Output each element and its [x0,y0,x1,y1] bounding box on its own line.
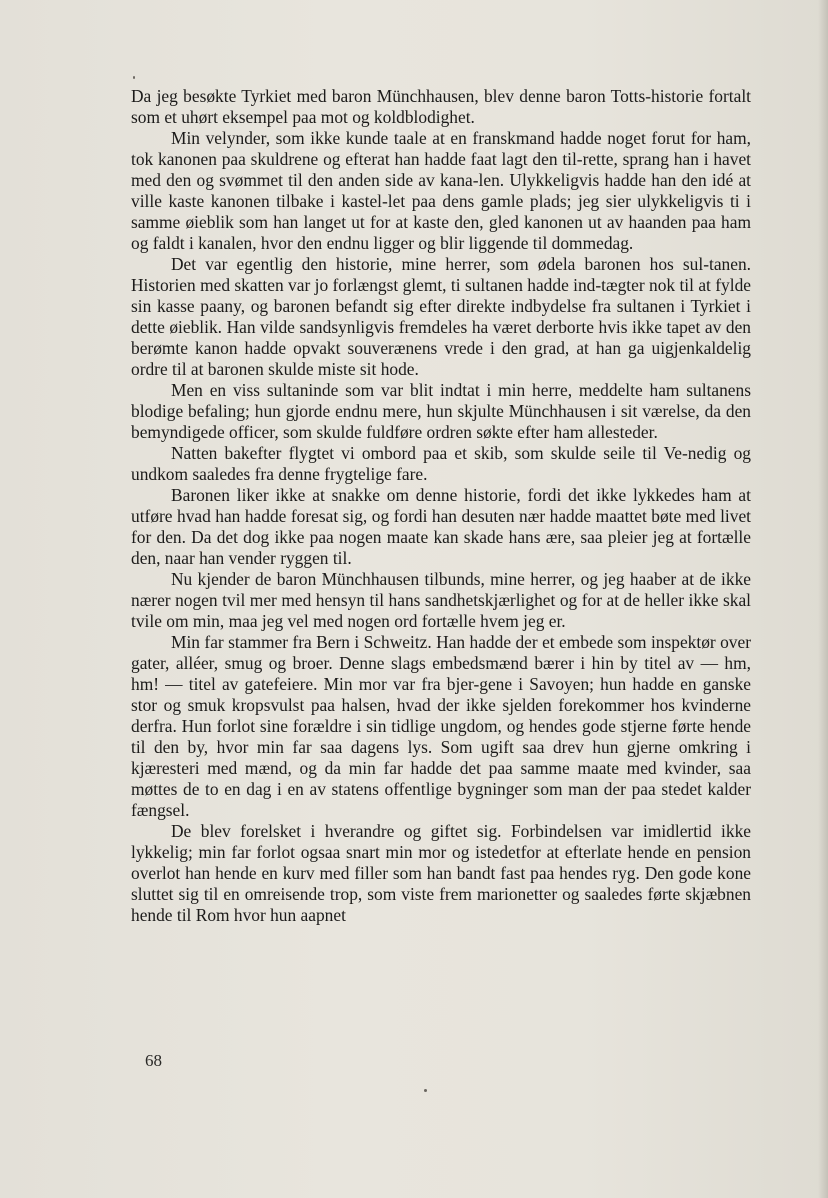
paragraph-8: Min far stammer fra Bern i Schweitz. Han hadde der et embede som inspektør over gater, alléer, smug og broer. Denne slags embedsmænd bærer i hin by titel av — hm, hm! — titel av gatefeiere. Min mor var fra bjer-gene i Savoyen; hun hadde en ganske stor og smuk kropsvulst paa halsen, hvad der ikke sjelden forekommer hos kvinderne derfra. Hun forlot sine forældre i sin tidlige ungdom, og hendes gode stjerne førte hende til den by, hvor min far saa dagens lys. Som ugift saa drev hun gjerne omkring i kjæresteri med mænd, og da min far hadde det paa samme maate med kvinder, saa møttes de to en dag i en av statens offentlige bygninger som man der paa stedet kalder fængsel. [131,632,751,820]
paragraph-5: Natten bakefter flygtet vi ombord paa et skib, som skulde seile til Ve-nedig og undkom saaledes fra denne frygtelige fare. [131,443,751,484]
body-text [131,86,751,926]
ink-speck [424,1089,427,1092]
paragraph-9: De blev forelsket i hverandre og giftet sig. Forbindelsen var imidlertid ikke lykkelig; min far forlot ogsaa snart min mor og istedetfor at efterlate hende en pension overlot han hende en kurv med filler som han bandt fast paa hendes ryg. Den gode kone sluttet sig til en omreisende trop, som viste frem marionetter og saaledes førte skjæbnen hende til Rom hvor hun aapnet [131,821,751,925]
paragraph-2: Min velynder, som ikke kunde taale at en franskmand hadde noget forut for ham, tok kanonen paa skuldrene og efterat han hadde faat lagt den til-rette, sprang han i havet med den og svømmet til den anden side av kana-len. Ulykkeligvis hadde han den idé at ville kaste kanonen tilbake i kastel-let paa dens gamle plads; jeg sier ulykkeligvis ti i samme øieblik som han langet ut for at kaste den, gled kanonen ut av haanden paa ham og faldt i kanalen, hvor den endnu ligger og blir liggende til dommedag. [131,128,751,253]
paragraph-3: Det var egentlig den historie, mine herrer, som ødela baronen hos sul-tanen. Historien med skatten var jo forlængst glemt, ti sultanen hadde ind-tægter nok til at fylde sin kasse paany, og baronen befandt sig efter direkte indbydelse fra sultanen i Tyrkiet i dette øieblik. Han vilde sandsynligvis fremdeles ha været derborte hvis ikke tapet av den berømte kanon hadde opvakt souverænens vrede i den grad, at han ga uigjenkaldelig ordre til at baronen skulde miste sit hode. [131,254,751,379]
page-number: 68 [145,1051,162,1070]
ink-speck [133,76,135,79]
paragraph-1: Da jeg besøkte Tyrkiet med baron Münchhausen, blev denne baron Totts-historie fortalt som et uhørt eksempel paa mot og koldblodighet. [131,86,751,127]
paragraph-6: Baronen liker ikke at snakke om denne historie, fordi det ikke lykkedes ham at utføre hvad han hadde foresat sig, og fordi han desuten nær hadde maattet bøte med livet for den. Da det dog ikke paa nogen maate kan skade hans ære, saa pleier jeg at fortælle den, naar han vender ryggen til. [131,485,751,568]
paragraph-7: Nu kjender de baron Münchhausen tilbunds, mine herrer, og jeg haaber at de ikke nærer nogen tvil mer med hensyn til hans sandhetskjærlighet og for at de heller ikke skal tvile om min, maa jeg vel med nogen ord fortælle hvem jeg er. [131,569,751,631]
paragraph-4: Men en viss sultaninde som var blit indtat i min herre, meddelte ham sultanens blodige befaling; hun gjorde endnu mere, hun skjulte Münchhausen i sit værelse, da den bemyndigede officer, som skulde fuldføre ordren søkte efter ham allesteder. [131,380,751,442]
page-edge-shadow [818,0,828,1198]
